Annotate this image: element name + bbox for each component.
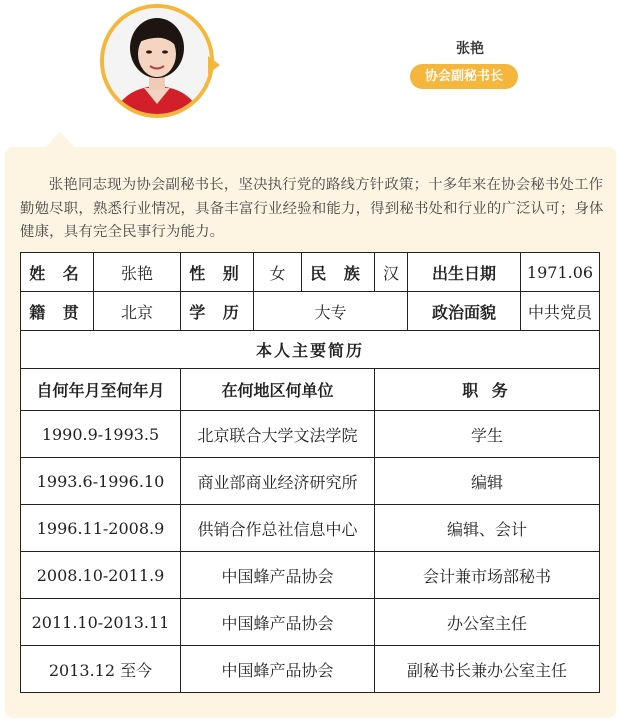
portrait-photo (104, 8, 210, 114)
period-cell: 2008.10-2011.9 (21, 552, 181, 599)
birth-label: 出生日期 (408, 253, 521, 292)
table-row (21, 599, 600, 646)
education-label: 学 历 (181, 292, 254, 331)
resume-table (20, 252, 600, 693)
position-cell: 副秘书长兼办公室主任 (375, 646, 600, 693)
period-cell: 1996.11-2008.9 (21, 505, 181, 552)
origin-value: 北京 (94, 292, 181, 331)
unit-cell: 中国蜂产品协会 (181, 552, 375, 599)
position-cell: 会计兼市场部秘书 (375, 552, 600, 599)
position-cell: 编辑、会计 (375, 505, 600, 552)
birth-value: 1971.06 (521, 253, 600, 292)
period-header: 自何年月至何年月 (21, 369, 181, 411)
period-cell: 1993.6-1996.10 (21, 458, 181, 505)
unit-header: 在何地区何单位 (181, 369, 375, 411)
education-value: 大专 (254, 292, 408, 331)
ethnicity-value: 汉 (375, 253, 408, 292)
unit-cell: 中国蜂产品协会 (181, 599, 375, 646)
gender-label: 性 别 (181, 253, 254, 292)
period-cell: 2011.10-2013.11 (21, 599, 181, 646)
section-title: 本人主要简历 (21, 331, 600, 369)
person-name: 张艳 (456, 41, 484, 57)
unit-cell: 北京联合大学文法学院 (181, 411, 375, 458)
name-label: 姓 名 (21, 253, 94, 292)
position-cell: 编辑 (375, 458, 600, 505)
panel-notch (46, 132, 74, 147)
origin-label: 籍 贯 (21, 292, 94, 331)
position-cell: 学生 (375, 411, 600, 458)
position-cell: 办公室主任 (375, 599, 600, 646)
table-row (21, 458, 600, 505)
ethnicity-label: 民 族 (302, 253, 375, 292)
table-row (21, 646, 600, 693)
avatar (100, 4, 214, 118)
info-row-1 (21, 253, 600, 292)
resume-header-row (21, 369, 600, 411)
info-row-2 (21, 292, 600, 331)
politics-value: 中共党员 (521, 292, 600, 331)
avatar-pointer (208, 56, 220, 74)
table-row (21, 505, 600, 552)
title-badge: 协会副秘书长 (410, 64, 518, 89)
intro-paragraph: 张艳同志现为协会副秘书长，坚决执行党的路线方针政策；十多年来在协会秘书处工作勤勉尽职，熟悉行业情况，具备丰富行业经验和能力，得到秘书处和行业的广泛认可；身体健康，具有完全民事行为能力。 (20, 177, 604, 240)
period-cell: 2013.12 至今 (21, 646, 181, 693)
unit-cell: 中国蜂产品协会 (181, 646, 375, 693)
unit-cell: 商业部商业经济研究所 (181, 458, 375, 505)
gender-value: 女 (254, 253, 302, 292)
table-row (21, 411, 600, 458)
name-value: 张艳 (94, 253, 181, 292)
position-header: 职 务 (375, 369, 600, 411)
table-row (21, 552, 600, 599)
section-title-row (21, 331, 600, 369)
politics-label: 政治面貌 (408, 292, 521, 331)
unit-cell: 供销合作总社信息中心 (181, 505, 375, 552)
period-cell: 1990.9-1993.5 (21, 411, 181, 458)
